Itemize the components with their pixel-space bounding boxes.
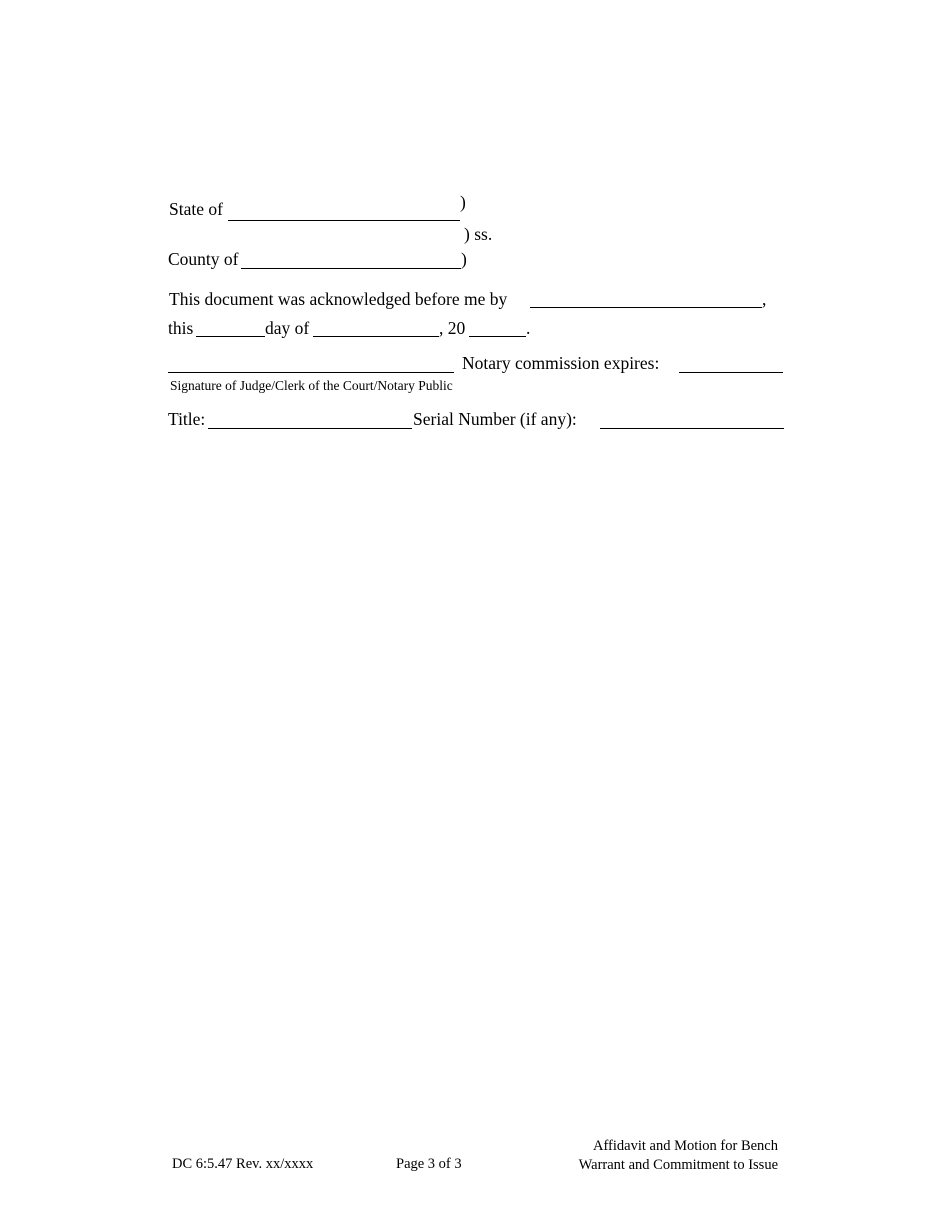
county-field[interactable] xyxy=(241,268,461,269)
title-label: Title: xyxy=(168,409,206,429)
form-title-line-1: Affidavit and Motion for Bench xyxy=(593,1138,778,1154)
day-of-label: day of xyxy=(265,318,310,338)
state-of-label: State of xyxy=(169,199,223,219)
form-title xyxy=(579,1137,778,1175)
year-field[interactable] xyxy=(469,336,526,337)
signature-field[interactable] xyxy=(168,372,454,373)
county-of-label: County of xyxy=(168,249,239,269)
month-field[interactable] xyxy=(313,336,439,337)
form-number: DC 6:5.47 Rev. xx/xxxx xyxy=(172,1156,314,1172)
this-label: this xyxy=(168,318,194,338)
county-paren: ) xyxy=(461,249,467,269)
notary-expires-field[interactable] xyxy=(679,372,783,373)
form-title-line-2: Warrant and Commitment to Issue xyxy=(578,1157,778,1173)
date-period: . xyxy=(526,318,531,338)
acknowledged-text: This document was acknowledged before me by xyxy=(169,289,508,309)
state-paren: ) xyxy=(460,192,466,212)
signature-caption: Signature of Judge/Clerk of the Court/Notary Public xyxy=(170,378,453,393)
ack-comma: , xyxy=(762,289,767,309)
ss-label: ) ss. xyxy=(464,224,493,244)
day-field[interactable] xyxy=(196,336,265,337)
year-prefix: , 20 xyxy=(439,318,466,338)
notary-expires-label: Notary commission expires: xyxy=(462,353,660,373)
state-field[interactable] xyxy=(228,220,460,221)
acknowledged-by-field[interactable] xyxy=(530,307,762,308)
page-number: Page 3 of 3 xyxy=(396,1156,462,1172)
title-field[interactable] xyxy=(208,428,412,429)
serial-number-field[interactable] xyxy=(600,428,784,429)
serial-number-label: Serial Number (if any): xyxy=(413,409,577,429)
